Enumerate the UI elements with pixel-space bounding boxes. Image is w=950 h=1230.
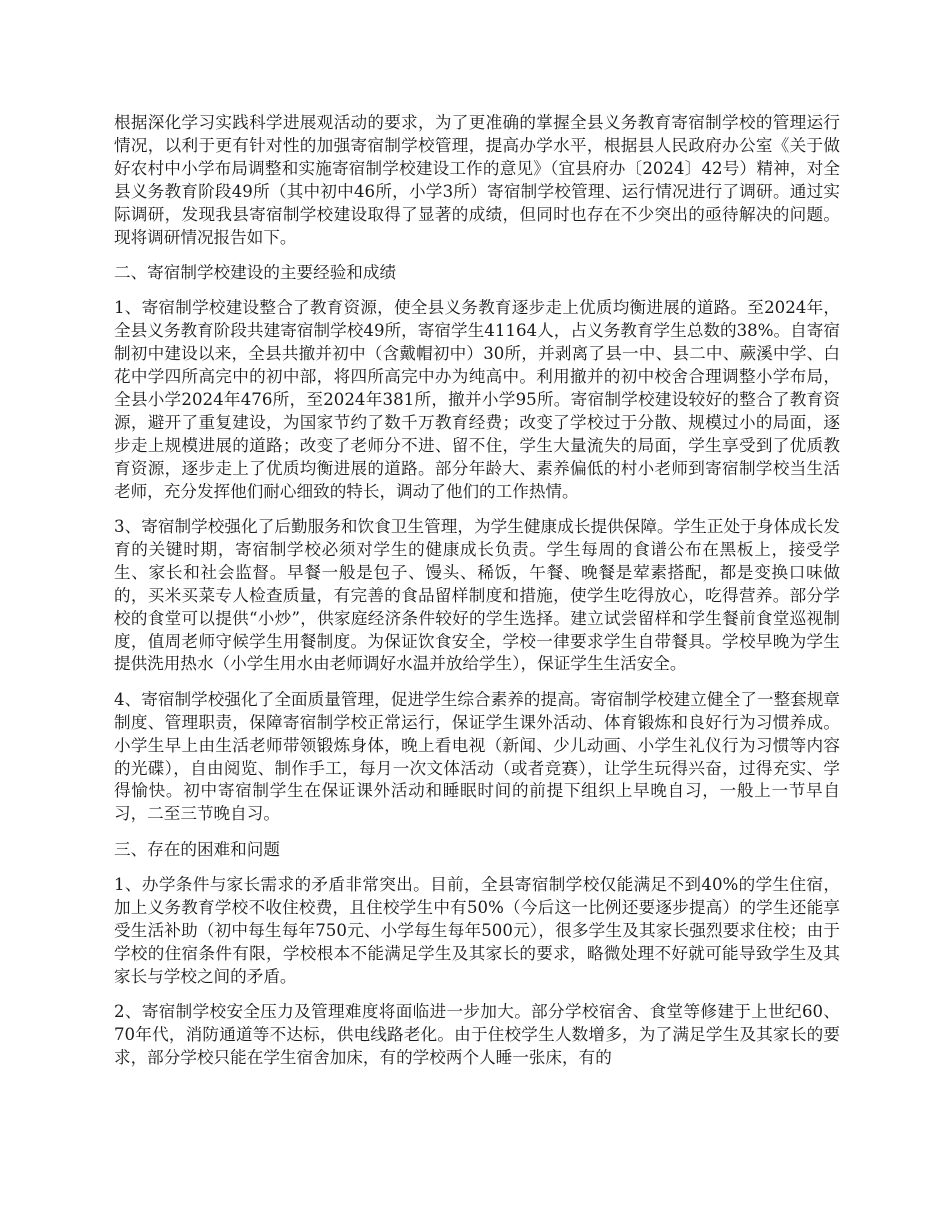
paragraph-safety-pressure: 2、寄宿制学校安全压力及管理难度将面临进一步加大。部分学校宿舍、食堂等修建于上世纪60、70年代，消防通道等不达标，供电线路老化。由于住校学生人数增多，为了满足学生及其家长的要求，部分学校只能在学生宿舍加床，有的学校两个人睡一张床，有的 [114, 1002, 840, 1068]
paragraph-logistics-hygiene: 3、寄宿制学校强化了后勤服务和饮食卫生管理，为学生健康成长提供保障。学生正处于身体成长发育的关键时期，寄宿制学校必须对学生的健康成长负责。学生每周的食谱公布在黑板上，接受学生、家长和社会监督。早餐一般是包子、馒头、稀饭，午餐、晚餐是荤素搭配，都是变换口味做的，买米买菜专人检查质量，有完善的食品留样制度和措施，使学生吃得放心，吃得营养。部分学校的食堂可以提供“小炒”，供家庭经济条件较好的学生选择。建立试尝留样和学生餐前食堂巡视制度，值周老师守候学生用餐制度。为保证饮食安全，学校一律要求学生自带餐具。学校早晚为学生提供洗用热水（小学生用水由老师调好水温并放给学生），保证学生生活安全。 [114, 517, 840, 674]
intro-paragraph: 根据深化学习实践科学进展观活动的要求，为了更准确的掌握全县义务教育寄宿制学校的管理运行情况，以利于更有针对性的加强寄宿制学校管理，提高办学水平，根据县人民政府办公室《关于做好农村中小学布局调整和实施寄宿制学校建设工作的意见》（宜县府办〔2024〕42号）精神，对全县义务教育阶段49所（其中初中46所，小学3所）寄宿制学校管理、运行情况进行了调研。通过实际调研，发现我县寄宿制学校建设取得了显著的成绩，但同时也存在不少突出的亟待解决的问题。现将调研情况报告如下。 [114, 113, 840, 247]
section-heading-problems: 三、存在的困难和问题 [114, 839, 280, 859]
paragraph-quality-management: 4、寄宿制学校强化了全面质量管理，促进学生综合素养的提高。寄宿制学校建立健全了一整套规章制度、管理职责，保障寄宿制学校正常运行，保证学生课外活动、体育锻炼和良好行为习惯养成。小学生早上由生活老师带领锻炼身体，晚上看电视（新闻、少儿动画、小学生礼仪行为习惯等内容的光碟），自由阅览、制作手工，每月一次文体活动（或者竞赛），让学生玩得兴奋，过得充实、学得愉快。初中寄宿制学生在保证课外活动和睡眠时间的前提下组织上早晚自习，一般上一节早自习，二至三节晚自习。 [114, 689, 840, 824]
section-heading-experience: 二、寄宿制学校建设的主要经验和成绩 [114, 262, 397, 282]
document-body [114, 112, 840, 1082]
paragraph-resource-integration: 1、寄宿制学校建设整合了教育资源，使全县义务教育逐步走上优质均衡进展的道路。至2024年，全县义务教育阶段共建寄宿制学校49所，寄宿学生41164人，占义务教育学生总数的38%。自寄宿制初中建设以来，全县共撤并初中（含戴帽初中）30所，并剥离了县一中、县二中、蕨溪中学、白花中学四所高完中的初中部，将四所高完中办为纯高中。利用撤并的初中校舍合理调整小学布局，全县小学2024年476所，至2024年381所，撤并小学95所。寄宿制学校建设较好的整合了教育资源，避开了重复建设，为国家节约了数千万教育经费；改变了学校过于分散、规模过小的局面，逐步走上规模进展的道路；改变了老师分不进、留不住，学生大量流失的局面，学生享受到了优质教育资源，逐步走上了优质均衡进展的道路。部分年龄大、素养偏低的村小老师到寄宿制学校当生活老师，充分发挥他们耐心细致的特长，调动了他们的工作热情。 [114, 298, 840, 501]
paragraph-conditions-conflict: 1、办学条件与家长需求的矛盾非常突出。目前，全县寄宿制学校仅能满足不到40%的学生住宿，加上义务教育学校不收住校费，且住校学生中有50%（今后这一比例还要逐步提高）的学生还能享受生活补助（初中每生每年750元、小学每生每年500元），很多学生及其家长强烈要求住校；由于学校的住宿条件有限，学校根本不能满足学生及其家长的要求，略微处理不好就可能导致学生及其家长与学校之间的矛盾。 [114, 875, 840, 986]
